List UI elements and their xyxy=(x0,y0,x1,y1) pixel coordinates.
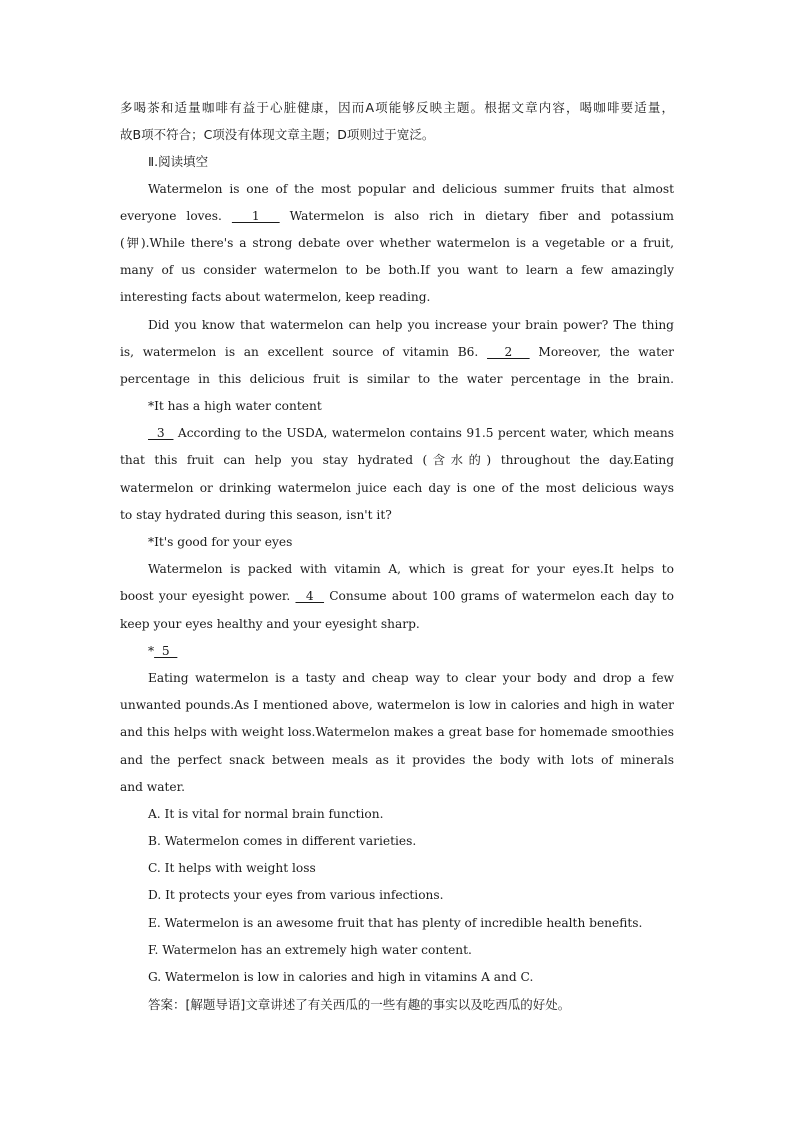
p5-line-3: and this helps with weight loss.Watermelon makes a great base for homemade smoothies xyxy=(120,725,674,740)
p1-text: Watermelon is also rich in dietary fiber and potassium xyxy=(289,208,674,223)
p1-text: everyone loves. xyxy=(120,208,222,223)
option-a: A. It is vital for normal brain function. xyxy=(148,806,384,821)
p1-line-3: (钾).While there's a strong debate over whether watermelon is a vegetable or a fruit, xyxy=(120,235,674,250)
p2-line-1: Did you know that watermelon can help you increase your brain power? The thing xyxy=(148,317,674,332)
paragraph-5 xyxy=(120,665,674,801)
option-e: E. Watermelon is an awesome fruit that has plenty of incredible health benefits. xyxy=(148,915,643,930)
document-body xyxy=(120,94,674,1018)
blank-1: 1 xyxy=(231,208,280,223)
paragraph-2 xyxy=(120,312,674,394)
p2-text: is, watermelon is an excellent source of vitamin B6. xyxy=(120,344,479,359)
p3-line-2: that this fruit can help you stay hydrated (含水的) throughout the day.Eating xyxy=(120,453,674,468)
blank-5: 5 xyxy=(154,643,178,658)
heading-water-content: *It has a high water content xyxy=(148,399,322,414)
option-c: C. It helps with weight loss xyxy=(148,861,316,876)
p2-line-2 xyxy=(120,339,674,366)
option-g: G. Watermelon is low in calories and high in vitamins A and C. xyxy=(148,970,534,984)
p3-line-4: to stay hydrated during this season, isn't it? xyxy=(120,507,392,522)
heading-star: * xyxy=(148,643,155,658)
p5-line-5: and water. xyxy=(120,779,185,794)
paragraph-3 xyxy=(120,420,674,529)
p4-line-3: keep your eyes healthy and your eyesight sharp. xyxy=(120,616,420,631)
heading-eyes: *It's good for your eyes xyxy=(148,535,293,549)
blank-4: 4 xyxy=(295,589,325,604)
p1-line-1: Watermelon is one of the most popular and delicious summer fruits that almost xyxy=(148,181,674,196)
blank-2: 2 xyxy=(487,344,530,359)
p3-text: According to the USDA, watermelon contains 91.5 percent water, which means xyxy=(177,426,674,441)
answer-label: 答案： xyxy=(148,997,186,1013)
intro-line-2: 故B项不符合；C项没有体现文章主题；D项则过于宽泛。 xyxy=(120,127,435,143)
p1-line-2 xyxy=(120,203,674,230)
section-title: Ⅱ.阅读填空 xyxy=(148,154,209,170)
p4-text: boost your eyesight power. xyxy=(120,589,291,604)
p1-line-4: many of us consider watermelon to be both.If you want to learn a few amazingly xyxy=(120,263,674,278)
p4-line-2 xyxy=(120,583,674,610)
option-f: F. Watermelon has an extremely high water content. xyxy=(148,942,472,957)
p2-text: Moreover, the water xyxy=(538,344,674,359)
paragraph-4 xyxy=(120,556,674,638)
intro-line-1: 多喝茶和适量咖啡有益于心脏健康，因而A项能够反映主题。根据文章内容，喝咖啡要适量， xyxy=(120,100,674,115)
answer-line xyxy=(120,991,674,1018)
option-b: B. Watermelon comes in different varieties. xyxy=(148,834,417,849)
p4-line-1: Watermelon is packed with vitamin A, which is great for your eyes.It helps to xyxy=(148,562,674,577)
p5-line-1: Eating watermelon is a tasty and cheap way to clear your body and drop a few xyxy=(148,670,674,685)
answer-text: [解题导语]文章讲述了有关西瓜的一些有趣的事实以及吃西瓜的好处。 xyxy=(185,997,571,1013)
p3-line-1 xyxy=(120,420,674,447)
p1-line-5: interesting facts about watermelon, keep reading. xyxy=(120,290,431,305)
heading-blank-5 xyxy=(120,638,674,665)
paragraph-1 xyxy=(120,176,674,312)
p2-line-3: percentage in this delicious fruit is similar to the water percentage in the brain. xyxy=(120,371,674,386)
options-list xyxy=(120,801,674,991)
p3-line-3: watermelon or drinking watermelon juice each day is one of the most delicious ways xyxy=(120,480,674,495)
p5-line-4: and the perfect snack between meals as it provides the body with lots of minerals xyxy=(120,752,674,767)
p4-text: Consume about 100 grams of watermelon each day to xyxy=(329,589,674,604)
blank-3: 3 xyxy=(148,426,174,441)
option-d: D. It protects your eyes from various infections. xyxy=(148,888,444,903)
p5-line-2: unwanted pounds.As I mentioned above, watermelon is low in calories and high in water xyxy=(120,698,674,713)
